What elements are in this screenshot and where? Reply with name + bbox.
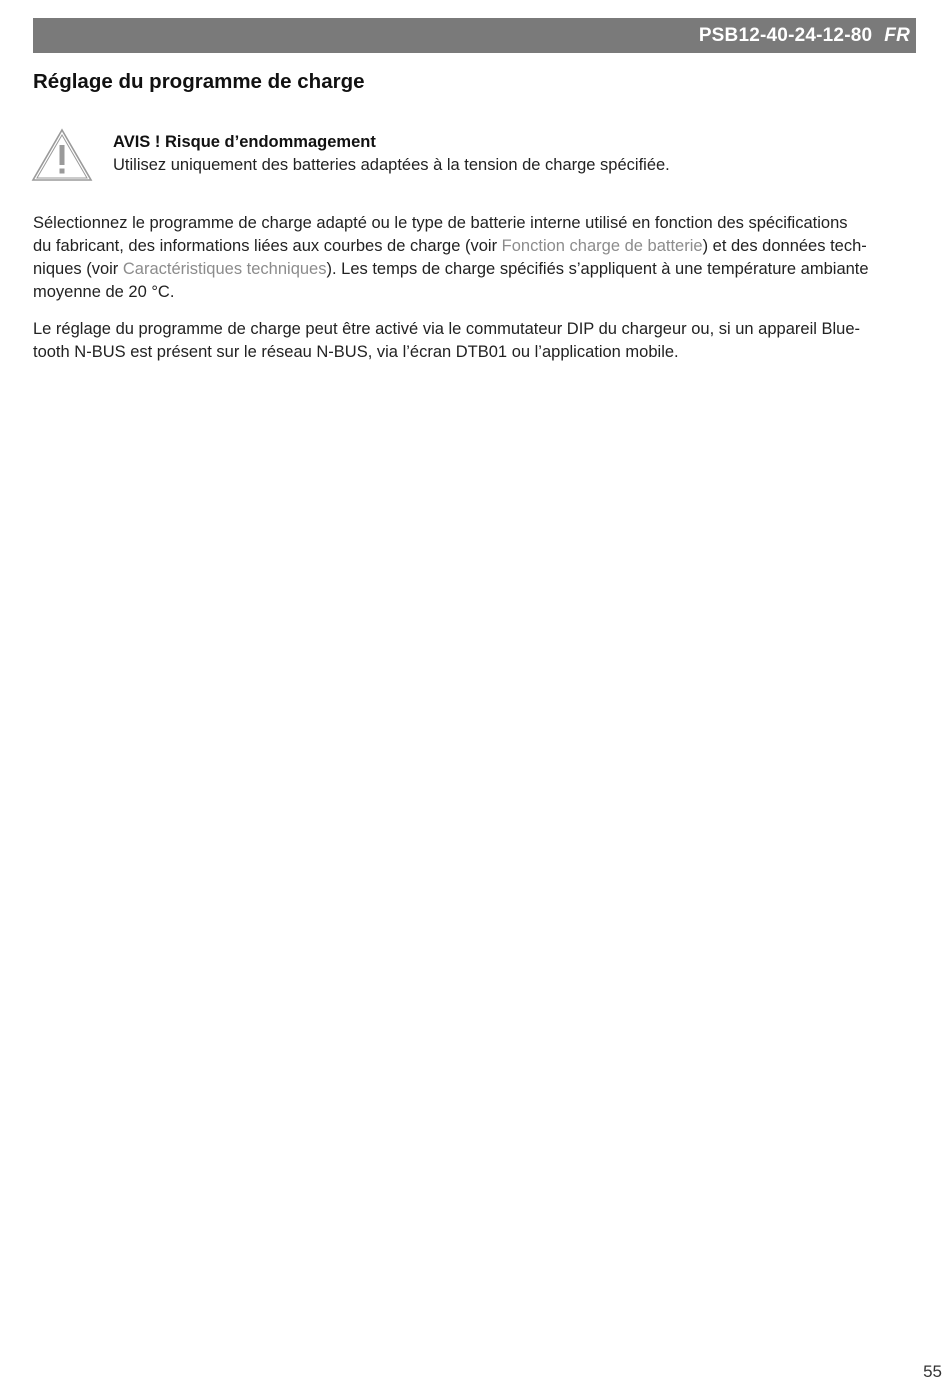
section-title: Réglage du programme de charge <box>33 70 365 93</box>
paragraph-line: ) et des données tech- <box>702 237 867 255</box>
paragraph-line: Le réglage du programme de charge peut être activé via le commutateur DIP du chargeur ou, si un appareil Blue- <box>33 320 860 338</box>
paragraph-battery-selection <box>33 212 903 304</box>
notice-text: Utilisez uniquement des batteries adaptées à la tension de charge spécifiée. <box>113 156 670 174</box>
paragraph-line: ). Les temps de charge spécifiés s’appliquent à une température ambiante <box>326 260 869 278</box>
header-bar <box>33 18 916 53</box>
language-code: FR <box>884 24 910 46</box>
warning-triangle-icon <box>31 128 93 182</box>
paragraph-line: du fabricant, des informations liées aux courbes de charge (voir <box>33 237 502 255</box>
model-name: PSB12-40-24-12-80 <box>698 24 873 46</box>
paragraph-line: tooth N-BUS est présent sur le réseau N-BUS, via l’écran DTB01 ou l’application mobile. <box>33 343 679 361</box>
link-battery-charge-function[interactable]: Fonction charge de batterie <box>501 237 703 255</box>
paragraph-line: Sélectionnez le programme de charge adapté ou le type de batterie interne utilisé en fonction des spécifications <box>33 214 848 232</box>
paragraph-program-setting <box>33 318 903 364</box>
paragraph-line: niques (voir <box>33 260 123 278</box>
paragraph-line: moyenne de 20 °C. <box>33 283 175 301</box>
notice-title: AVIS ! Risque d’endommagement <box>113 133 376 151</box>
page-number: 55 <box>923 1362 942 1381</box>
link-technical-specifications[interactable]: Caractéristiques techniques <box>122 260 327 278</box>
